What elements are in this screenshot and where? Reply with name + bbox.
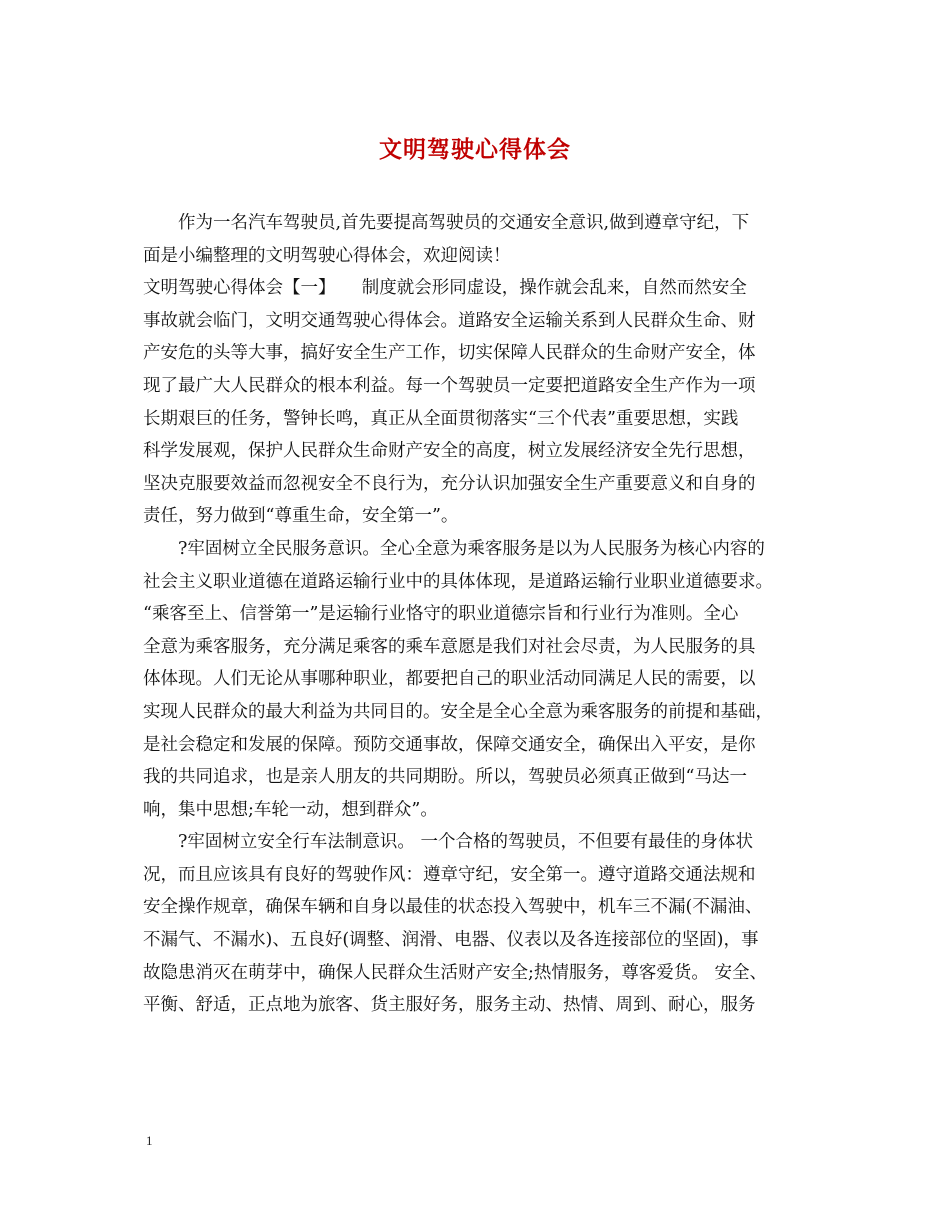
- body-line: 故隐患消灭在萌芽中，确保人民群众生活财产安全;热情服务，尊客爱货。 安全、: [143, 962, 767, 983]
- body-line: 面是小编整理的文明驾驶心得体会，欢迎阅读！: [143, 245, 511, 266]
- body-line: 现了最广大人民群众的根本利益。每一个驾驶员一定要把道路安全生产作为一项: [143, 375, 756, 396]
- body-line: 响，集中思想;车轮一动，想到群众”。: [143, 799, 438, 820]
- body-line: 文明驾驶心得体会【一】 制度就会形同虚设，操作就会乱来，自然而然安全: [143, 278, 747, 299]
- body-line: 社会主义职业道德在道路运输行业中的具体体现，是道路运输行业职业道德要求。: [143, 571, 773, 592]
- body-line: 科学发展观，保护人民群众生命财产安全的高度，树立发展经济安全先行思想，: [143, 441, 756, 462]
- page-number: 1: [146, 1133, 153, 1148]
- document-title: 文明驾驶心得体会: [379, 136, 571, 163]
- body-line: 全意为乘客服务，充分满足乘客的乘车意愿是我们对社会尽责，为人民服务的具: [143, 636, 756, 657]
- body-line: 是社会稳定和发展的保障。预防交通事故，保障交通安全，确保出入平安，是你: [143, 734, 756, 755]
- body-line: 实现人民群众的最大利益为共同目的。安全是全心全意为乘客服务的前提和基础，: [143, 701, 773, 722]
- body-line: ?牢固树立全民服务意识。全心全意为乘客服务是以为人民服务为核心内容的: [143, 538, 765, 559]
- body-line: 坚决克服要效益而忽视安全不良行为，充分认识加强安全生产重要意义和自身的: [143, 473, 756, 494]
- body-line: “乘客至上、信誉第一”是运输行业恪守的职业道德宗旨和行业行为准则。全心: [143, 604, 739, 625]
- document-body: [143, 207, 815, 1022]
- body-line: 长期艰巨的任务，警钟长鸣，真正从全面贯彻落实“三个代表”重要思想，实践: [143, 408, 739, 429]
- body-line: 不漏气、不漏水)、五良好(调整、润滑、电器、仪表以及各连接部位的坚固)，事: [143, 930, 759, 951]
- body-line: 体体现。人们无论从事哪种职业，都要把自己的职业活动同满足人民的需要，以: [143, 669, 756, 690]
- body-line: 责任，努力做到“尊重生命，安全第一”。: [143, 506, 459, 527]
- body-line: 况，而且应该具有良好的驾驶作风：遵章守纪，安全第一。遵守道路交通法规和: [143, 864, 756, 885]
- body-line: 作为一名汽车驾驶员,首先要提高驾驶员的交通安全意识,做到遵章守纪，下: [143, 213, 750, 233]
- body-line: ?牢固树立安全行车法制意识。 一个合格的驾驶员，不但要有最佳的身体状: [143, 832, 753, 853]
- body-line: 平衡、舒适，正点地为旅客、货主服好务，服务主动、热情、周到、耐心，服务: [143, 995, 756, 1016]
- body-line: 产安危的头等大事，搞好安全生产工作，切实保障人民群众的生命财产安全，体: [143, 343, 756, 364]
- body-line: 我的共同追求，也是亲人朋友的共同期盼。所以，驾驶员必须真正做到“马达一: [143, 767, 747, 788]
- body-line: 安全操作规章，确保车辆和自身以最佳的状态投入驾驶中，机车三不漏(不漏油、: [143, 897, 763, 918]
- body-line: 事故就会临门，文明交通驾驶心得体会。道路安全运输关系到人民群众生命、财: [143, 310, 756, 331]
